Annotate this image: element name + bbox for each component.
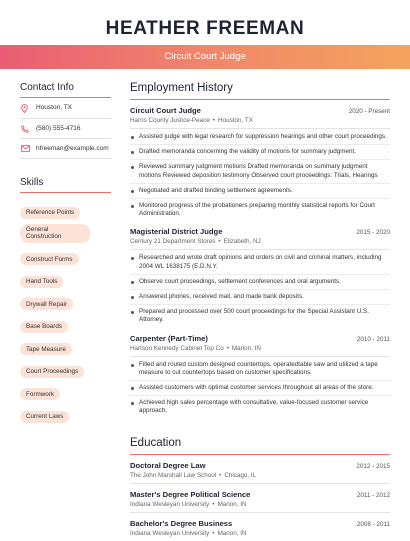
skill-pill: Reference Points (20, 207, 80, 219)
job-title: Carpenter (Part-Time) (130, 333, 208, 343)
skill-pill: General Construction (20, 224, 90, 243)
job-employer: Harris County Justice-Peace (130, 117, 210, 124)
job-employer: Century 21 Department Stores (130, 238, 216, 246)
job-bullet: Researched and wrote draft opinions and orders on civil and criminal matters, including 2004 WL 1638175 (E.D.N.Y. (130, 254, 390, 274)
job-bullet: Monitored progress of the probationers preparing monthly statistical reports for Court Administration. (130, 202, 390, 221)
job-location: Elizabeth, NJ (223, 238, 261, 246)
skill-pill: Formwork (20, 388, 60, 400)
education-section-title: Education (130, 437, 390, 455)
education-location: Marion, IN (217, 529, 247, 537)
education-degree: Bachelor's Degree Business (130, 518, 233, 528)
education-entry: Master's Degree Political Science 2011 - 2012 Indiana Wesleyan University • Marion, IN (130, 490, 390, 513)
job-dates: 2010 - 2011 (356, 335, 390, 343)
skills-list (20, 201, 111, 428)
job-bullet: Drafted memoranda concerning the validity of motions for summary judgment. (130, 148, 390, 160)
job-entry: Magisterial District Judge 2015 - 2020 Century 21 Department Stores • Elizabeth, NJ Researched and wrote draft opinions and orders on civil and criminal matters, including 2004 WL 1638175 (E.D.N.Y. Observe court proceedings, settlement conferences and oral arguments. Answered phones, received mail, and made bank deposits. Prepared and processed over 500 court proceedings for the Special Assistant U.S. Attorney. (130, 227, 390, 327)
job-bullets (130, 133, 390, 221)
job-bullet: Assisted customers with optimal customer services throughout all areas of the store. (130, 384, 390, 396)
job-bullet: Prepared and processed over 500 court proceedings for the Special Assistant U.S. Attorney. (130, 308, 390, 327)
skill-pill: Current Laws (20, 411, 69, 423)
candidate-name: HEATHER FREEMAN (105, 18, 305, 39)
job-entry: Circuit Court Judge 2020 - Present Harris County Justice-Peace • Houston, TX Assisted judge with legal research for suppression hearings and other court proceedings. Drafted memoranda concerning the validity of motions for summary judgment. Reviewed summary judgment motions Drafted memoranda on summary judgment motions Reviewed deposition testimony Observed court proceedings: Trials, Hearings Negotiated and drafted binding settlement agreements. Monitored progress of the probationers preparing monthly statistical reports for Court Administration. (130, 106, 390, 221)
contact-phone (20, 119, 111, 139)
job-bullets (130, 254, 390, 327)
job-title: Circuit Court Judge (130, 106, 201, 115)
contact-section-title: Contact Info (20, 82, 111, 98)
job-bullet: Answered phones, received mail, and made bank deposits. (130, 293, 390, 305)
right-column (130, 82, 390, 541)
education-school: Indiana Wesleyan University (130, 529, 210, 537)
job-entry: Carpenter (Part-Time) 2010 - 2011 Hartson Kennedy Cabinet Top Co • Marion, IN Filled and routed custom designed countertops, operatedtable saw and utilized a tape measure to cut countertops based on customer specifications. Assisted customers with optimal customer services throughout all areas of the store. Achieved high sales percentage with consultative, value-focused customer service approach. (130, 334, 390, 419)
job-bullets (130, 361, 390, 419)
education-degree: Master's Degree Political Science (130, 489, 251, 499)
job-bullet: Reviewed summary judgment motions Drafted memoranda on summary judgment motions Reviewed deposition testimony Observed court proceedings: Trials, Hearings (130, 163, 390, 183)
skill-pill: Drywall Repair (20, 298, 73, 310)
contact-email (20, 139, 111, 159)
education-school: Indiana Wesleyan University (130, 500, 210, 508)
education-entry: Bachelor's Degree Business 2008 - 2011 Indiana Wesleyan University • Marion, IN (130, 518, 390, 537)
skill-pill: Base Boards (20, 321, 68, 333)
job-bullet: Assisted judge with legal research for suppression hearings and other court proceedings. (130, 133, 390, 145)
employment-section-title: Employment History (130, 82, 390, 100)
education-dates: 2011 - 2012 (356, 491, 390, 499)
education-location: Chicago, IL (224, 471, 257, 479)
job-bullet: Negotiated and drafted binding settlement agreements. (130, 187, 390, 199)
job-employer: Hartson Kennedy Cabinet Top Co (130, 344, 224, 352)
contact-location (20, 98, 111, 119)
job-bullet: Achieved high sales percentage with consultative, value-focused customer service approach. (130, 399, 390, 418)
skill-pill: Tape Measure (20, 343, 72, 355)
job-dates: 2015 - 2020 (356, 229, 390, 237)
skill-pill: Construct Forms (20, 253, 79, 265)
contact-location-text: Houston, TX (36, 104, 73, 111)
education-location: Marion, IN (217, 500, 247, 508)
skill-pill: Hand Tools (20, 276, 63, 288)
education-entry: Doctoral Degree Law 2012 - 2015 The John Marshall Law School • Chicago, IL (130, 461, 390, 484)
headline-banner: Circuit Court Judge (0, 45, 410, 69)
contact-email-text: hfreeman@example.com (36, 145, 109, 152)
skills-section-title: Skills (20, 177, 111, 193)
job-location: Marion, IN (231, 344, 261, 352)
phone-icon (20, 125, 36, 133)
education-degree: Doctoral Degree Law (130, 460, 206, 470)
job-dates: 2020 - Present (348, 108, 390, 115)
education-dates: 2012 - 2015 (356, 462, 390, 470)
location-pin-icon (20, 104, 36, 113)
email-icon (20, 145, 36, 152)
job-bullet: Filled and routed custom designed countertops, operatedtable saw and utilized a tape measure to cut countertops based on customer specifications. (130, 361, 390, 381)
skill-pill: Court Proceedings (20, 366, 84, 378)
education-school: The John Marshall Law School (130, 471, 217, 479)
job-bullet: Observe court proceedings, settlement conferences and oral arguments. (130, 278, 390, 290)
job-title: Magisterial District Judge (130, 227, 223, 237)
job-location: Houston, TX (218, 117, 253, 124)
contact-phone-text: (580) 555-4716 (36, 125, 81, 132)
left-column (20, 82, 111, 428)
education-dates: 2008 - 2011 (356, 520, 390, 528)
